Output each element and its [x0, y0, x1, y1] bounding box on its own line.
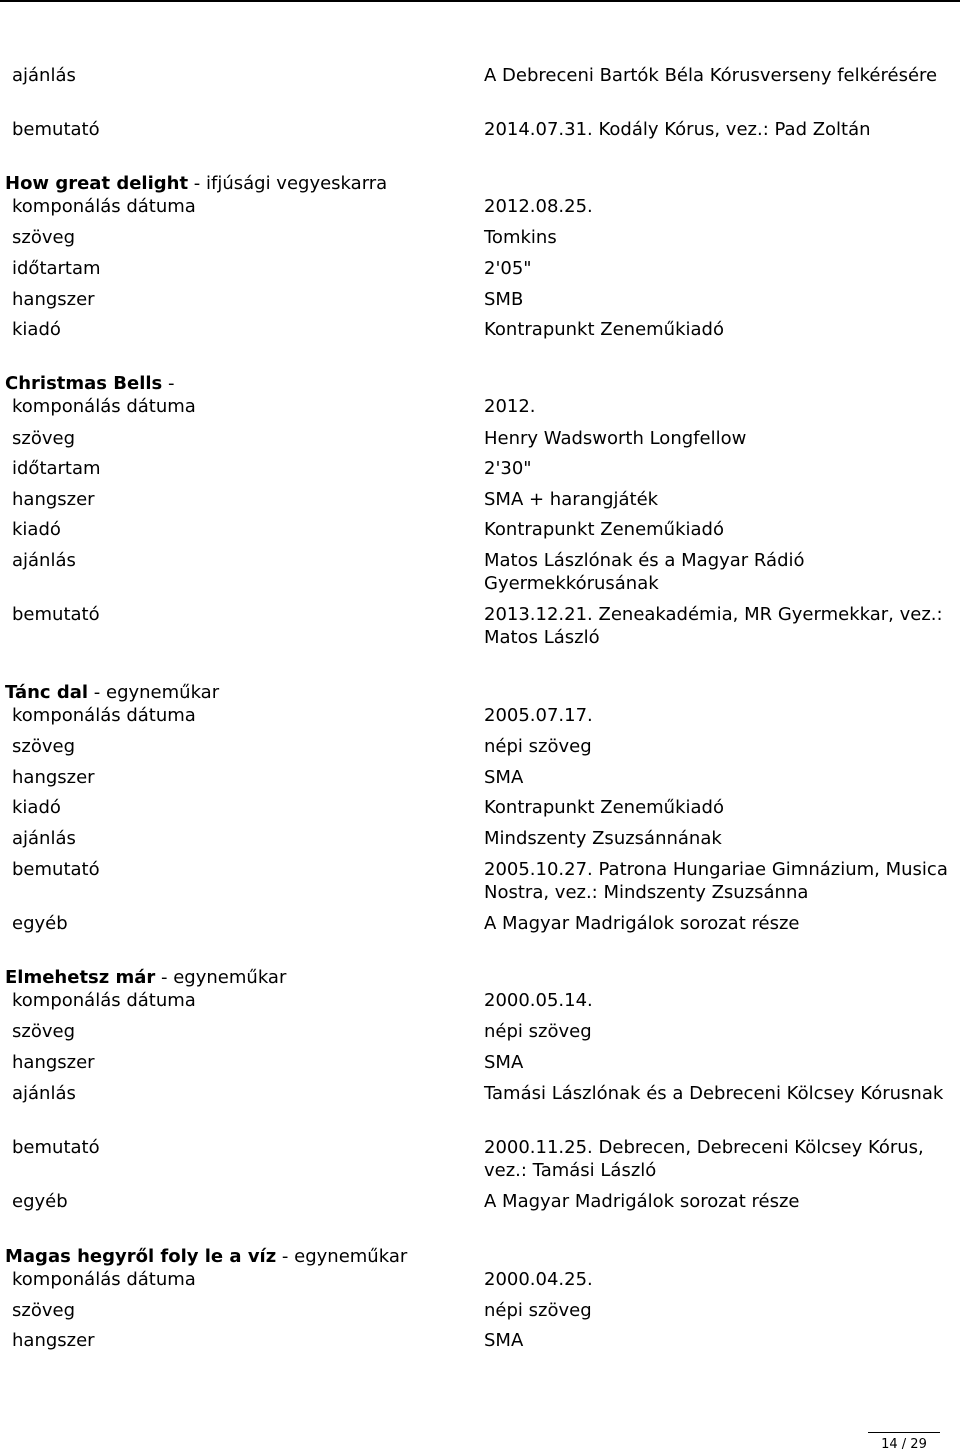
field-label: időtartam [12, 458, 101, 479]
field-value: Matos Lászlónak és a Magyar Rádió Gyermekkórusának [484, 550, 805, 594]
work-title-name: Magas hegyről foly le a víz [5, 1246, 277, 1267]
field-value: 2000.11.25. Debrecen, Debreceni Kölcsey Kórus, vez.: Tamási László [484, 1137, 924, 1181]
field-label: hangszer [12, 1330, 95, 1351]
work-title [5, 1245, 407, 1268]
footer-rule [868, 1432, 940, 1433]
date-value: 2012. [484, 396, 536, 417]
date-value: 2012.08.25. [484, 196, 593, 217]
work-title [5, 681, 219, 704]
field-label: hangszer [12, 489, 95, 510]
work-title-subtitle: - ifjúsági vegyeskarra [188, 173, 388, 194]
field-label: ajánlás [12, 828, 76, 849]
date-label: komponálás dátuma [12, 705, 196, 726]
field-label: ajánlás [12, 550, 76, 571]
field-label: bemutató [12, 119, 100, 140]
field-label: kiadó [12, 519, 61, 540]
field-label: szöveg [12, 736, 75, 757]
field-label: szöveg [12, 1021, 75, 1042]
field-value: SMA [484, 1330, 524, 1351]
date-value: 2005.07.17. [484, 705, 593, 726]
date-label: komponálás dátuma [12, 1269, 196, 1290]
work-title-name: Tánc dal [5, 682, 89, 703]
field-value: Kontrapunkt Zeneműkiadó [484, 797, 724, 818]
field-value: A Debreceni Bartók Béla Kórusverseny felkérésére [484, 65, 938, 86]
date-value: 2000.04.25. [484, 1269, 593, 1290]
field-value: SMB [484, 289, 524, 310]
field-value: SMA + harangjáték [484, 489, 659, 510]
field-value: Tomkins [484, 227, 557, 248]
date-label: komponálás dátuma [12, 196, 196, 217]
date-label: komponálás dátuma [12, 396, 196, 417]
field-value: A Magyar Madrigálok sorozat része [484, 1191, 800, 1212]
work-title-name: How great delight [5, 173, 189, 194]
field-label: bemutató [12, 1137, 100, 1158]
field-label: ajánlás [12, 1083, 76, 1104]
field-value: 2014.07.31. Kodály Kórus, vez.: Pad Zoltán [484, 119, 871, 140]
work-title [5, 372, 174, 395]
field-label: hangszer [12, 1052, 95, 1073]
field-value: SMA [484, 1052, 524, 1073]
field-value: népi szöveg [484, 1021, 592, 1042]
work-title-name: Christmas Bells [5, 373, 163, 394]
page-number: 14 / 29 [881, 1437, 927, 1452]
field-value: SMA [484, 767, 524, 788]
field-value: 2'30" [484, 458, 532, 479]
work-title-subtitle: - [162, 373, 175, 394]
date-value: 2000.05.14. [484, 990, 593, 1011]
work-title-name: Elmehetsz már [5, 967, 156, 988]
field-label: bemutató [12, 859, 100, 880]
field-label: bemutató [12, 604, 100, 625]
field-label: szöveg [12, 428, 75, 449]
field-label: egyéb [12, 1191, 68, 1212]
field-value: 2013.12.21. Zeneakadémia, MR Gyermekkar, vez.: Matos László [484, 604, 943, 648]
work-title-subtitle: - egyneműkar [155, 967, 287, 988]
field-label: kiadó [12, 319, 61, 340]
work-title [5, 966, 286, 989]
field-label: szöveg [12, 227, 75, 248]
field-label: kiadó [12, 797, 61, 818]
field-value: 2005.10.27. Patrona Hungariae Gimnázium, Musica Nostra, vez.: Mindszenty Zsuzsánna [484, 859, 948, 903]
field-label: egyéb [12, 913, 68, 934]
field-value: A Magyar Madrigálok sorozat része [484, 913, 800, 934]
field-value: 2'05" [484, 258, 532, 279]
top-rule [0, 0, 960, 2]
field-value: népi szöveg [484, 1300, 592, 1321]
work-title-subtitle: - egyneműkar [88, 682, 220, 703]
work-title [5, 172, 387, 195]
field-label: hangszer [12, 767, 95, 788]
field-value: Kontrapunkt Zeneműkiadó [484, 519, 724, 540]
date-label: komponálás dátuma [12, 990, 196, 1011]
work-title-subtitle: - egyneműkar [276, 1246, 408, 1267]
field-label: ajánlás [12, 65, 76, 86]
field-value: Tamási Lászlónak és a Debreceni Kölcsey Kórusnak [484, 1083, 944, 1104]
field-value: Mindszenty Zsuzsánnának [484, 828, 722, 849]
field-label: időtartam [12, 258, 101, 279]
field-value: Henry Wadsworth Longfellow [484, 428, 747, 449]
field-value: népi szöveg [484, 736, 592, 757]
field-label: szöveg [12, 1300, 75, 1321]
field-value: Kontrapunkt Zeneműkiadó [484, 319, 724, 340]
field-label: hangszer [12, 289, 95, 310]
